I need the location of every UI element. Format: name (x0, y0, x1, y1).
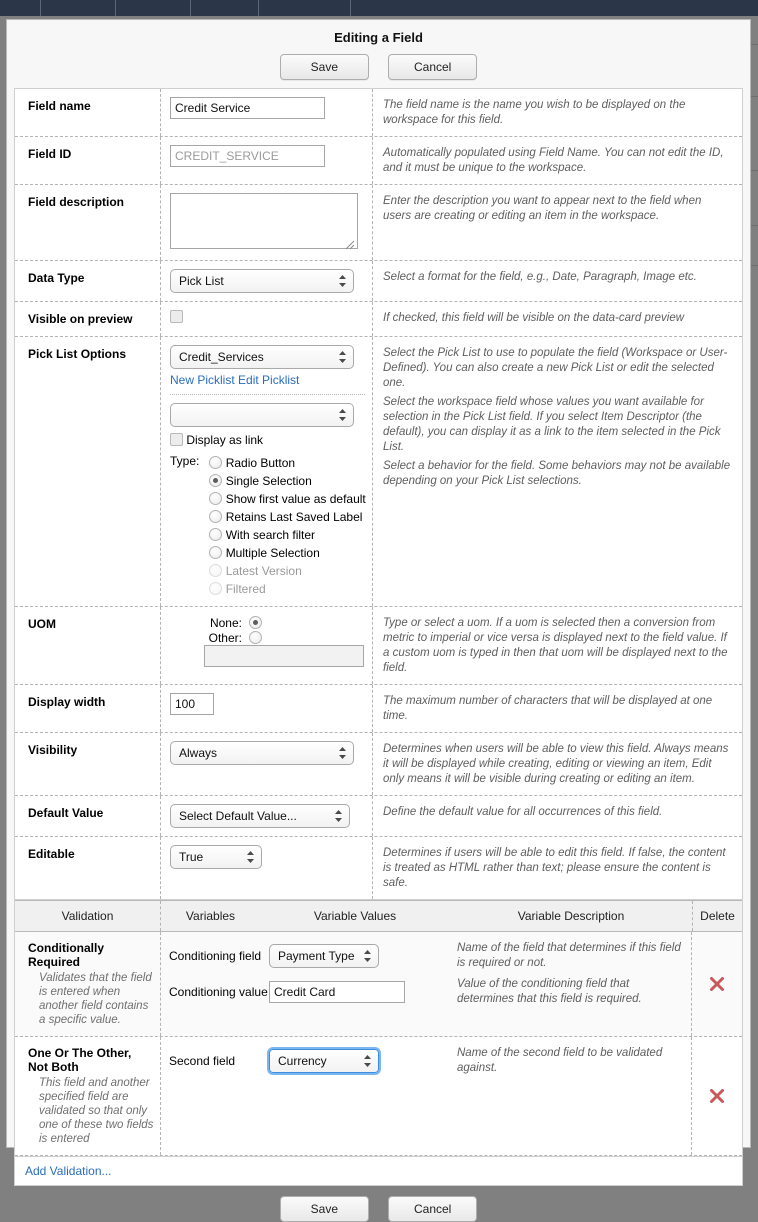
row-editable (15, 837, 742, 899)
field-description-label: Field description (28, 195, 125, 209)
delete-x-icon[interactable] (709, 1088, 725, 1104)
row-uom (15, 607, 742, 685)
row-visibility (15, 733, 742, 796)
display-width-input[interactable] (170, 693, 214, 715)
uom-other-row[interactable] (200, 631, 372, 667)
validation-row-one-or-the-other-not-both (15, 1037, 742, 1156)
chevron-updown-icon (338, 350, 347, 364)
chevron-updown-icon (338, 274, 347, 288)
type-option-latest-version (209, 562, 365, 580)
type-label: Type: (170, 454, 200, 468)
dialog-header (7, 20, 750, 88)
radio-icon[interactable] (209, 474, 222, 487)
radio-icon[interactable] (249, 631, 262, 644)
uom-other-input[interactable] (204, 645, 364, 667)
validation-description: Validates that the field is entered when another field contains a specific value. (39, 972, 152, 1026)
uom-none-label: None: (209, 616, 242, 630)
display-width-label: Display width (28, 695, 106, 709)
picklist-help-1: Select the Pick List to use to populate the field (Workspace or User-Defined). You can also create a new Pick List or edit the selected one. (383, 347, 728, 389)
default-value-control (160, 796, 373, 836)
row-field-description (15, 185, 742, 261)
default-value-label: Default Value (28, 806, 104, 820)
variable-value-control (269, 1049, 449, 1073)
type-option-retains-last-saved-label[interactable] (209, 508, 365, 526)
field-description-control (160, 185, 373, 260)
second-field-value: Currency (278, 1054, 327, 1068)
display-as-link-label: Display as link (186, 433, 264, 447)
visible-on-preview-label: Visible on preview (28, 312, 133, 326)
visibility-value: Always (179, 746, 218, 760)
type-option-show-first-value-as-default[interactable] (209, 490, 365, 508)
display-width-help: The maximum number of characters that will be displayed at one time. (383, 695, 713, 722)
validation-name: Conditionally Required (28, 941, 104, 969)
visibility-control (160, 733, 373, 795)
display-as-link-checkbox[interactable] (170, 433, 183, 446)
field-name-label: Field name (28, 99, 91, 113)
editable-select[interactable] (170, 845, 262, 869)
column-header-variable-values: Variable Values (313, 909, 397, 923)
display-width-control (160, 685, 373, 732)
uom-other-label: Other: (208, 631, 242, 645)
chevron-updown-icon (363, 1054, 372, 1068)
data-type-control (160, 261, 373, 301)
visibility-help: Determines when users will be able to view this field. Always means it will be displayed while creating, editing or viewing an item, Edit only means it will be visible during creating or editing an item. (383, 743, 729, 785)
type-option-single-selection[interactable] (209, 472, 365, 490)
row-default-value (15, 796, 742, 837)
top-navigation-bar[interactable] (0, 0, 758, 16)
validation-variables-cell (160, 932, 692, 1036)
type-option-radio-button[interactable] (209, 454, 365, 472)
descriptor-select[interactable] (170, 403, 354, 427)
type-option-label: Multiple Selection (225, 546, 320, 560)
variable-key: Conditioning value (169, 985, 268, 999)
variable-description: Value of the conditioning field that determines that this field is required. (457, 978, 642, 1005)
picklist-help-2: Select the workspace field whose values you want available for selection in the Pick List field. If you select Item Descriptor (the default), you can display it as a link to the item selected in the Pick List. (383, 396, 721, 453)
save-button-bottom[interactable]: Save (280, 1196, 369, 1222)
row-pick-list-options (15, 337, 742, 607)
edit-picklist-link[interactable]: Edit Picklist (238, 373, 300, 387)
variable-value-control (269, 944, 449, 968)
validation-delete-cell (692, 932, 742, 1036)
type-option-label: Filtered (225, 582, 266, 596)
dialog-header-actions (7, 54, 750, 80)
editable-value: True (179, 850, 204, 864)
type-option-label: Radio Button (225, 456, 296, 470)
field-name-input[interactable] (170, 97, 325, 119)
chevron-updown-icon (338, 746, 347, 760)
variable-description: Name of the second field to be validated against. (457, 1047, 663, 1074)
validation-description: This field and another specified field are validated so that only one of these two fields is entered (39, 1077, 154, 1145)
add-validation-row (15, 1156, 742, 1185)
uom-control (160, 607, 373, 684)
type-option-list (209, 454, 365, 598)
picklist-select[interactable] (170, 345, 354, 369)
variable-value-control (269, 981, 449, 1003)
validation-name-cell (15, 932, 160, 1036)
visible-on-preview-help: If checked, this field will be visible on the data-card preview (383, 312, 685, 324)
pick-list-options-control (160, 337, 373, 606)
radio-icon[interactable] (209, 510, 222, 523)
uom-help: Type or select a uom. If a uom is selected then a conversion from metric to imperial or vice versa is displayed next to the field value. If a custom uom is typed in then that uom will be displayed next to the field. (383, 617, 728, 674)
add-validation-link[interactable]: Add Validation... (25, 1164, 112, 1178)
chevron-updown-icon (334, 809, 343, 823)
type-option-label: With search filter (225, 528, 316, 542)
visible-on-preview-checkbox[interactable] (170, 310, 183, 323)
nav-separator (40, 0, 41, 16)
field-id-input (170, 145, 325, 167)
type-option-label: Single Selection (225, 474, 312, 488)
chevron-updown-icon (338, 408, 347, 422)
visibility-select[interactable] (170, 741, 354, 765)
nav-separator (258, 0, 259, 16)
field-name-help: The field name is the name you wish to be displayed on the workspace for this field. (383, 99, 686, 126)
new-picklist-link[interactable]: New Picklist (170, 373, 235, 387)
picklist-help-3: Select a behavior for the field. Some behaviors may not be available depending on your Pick List selections. (383, 460, 731, 487)
radio-icon (209, 564, 222, 577)
second-field-select[interactable] (269, 1049, 379, 1073)
column-header-validation: Validation (61, 909, 114, 923)
save-button-top[interactable]: Save (280, 54, 369, 80)
column-header-delete: Delete (692, 901, 742, 931)
column-header-variable-description: Variable Description (517, 909, 625, 923)
conditioning-field-select[interactable] (269, 944, 379, 968)
dialog-title: Editing a Field (334, 30, 423, 45)
field-description-textarea[interactable] (170, 193, 358, 249)
conditioning-value-input[interactable] (269, 981, 405, 1003)
variable-row (161, 974, 691, 1010)
field-description-help: Enter the description you want to appear next to the field when users are creating or editing an item in the workspace. (383, 195, 702, 222)
field-name-control (160, 89, 373, 136)
validation-name: One Or The Other, Not Both (28, 1046, 132, 1074)
type-option-with-search-filter[interactable] (209, 526, 365, 544)
validation-delete-cell (692, 1037, 742, 1155)
editing-field-dialog (6, 19, 751, 1216)
variable-description: Name of the field that determines if this field is required or not. (457, 942, 681, 969)
chevron-updown-icon (246, 850, 255, 864)
data-type-help: Select a format for the field, e.g., Date, Paragraph, Image etc. (383, 271, 697, 283)
field-id-help: Automatically populated using Field Name. You can not edit the ID, and it must be unique to the workspace. (383, 147, 724, 174)
row-display-width (15, 685, 742, 733)
uom-label: UOM (28, 617, 56, 631)
pick-list-options-help (373, 337, 742, 606)
field-id-control (160, 137, 373, 184)
data-type-value: Pick List (179, 274, 224, 288)
delete-x-icon[interactable] (709, 976, 725, 992)
radio-icon[interactable] (209, 546, 222, 559)
radio-icon[interactable] (209, 456, 222, 469)
variable-key: Second field (169, 1054, 236, 1068)
editable-control (160, 837, 373, 899)
default-value-value: Select Default Value... (179, 809, 297, 823)
variable-row (161, 1043, 691, 1079)
conditioning-field-value: Payment Type (278, 949, 355, 963)
type-option-label: Latest Version (225, 564, 302, 578)
variable-key: Conditioning field (169, 949, 262, 963)
pick-list-options-label: Pick List Options (28, 347, 127, 361)
type-options-group (170, 454, 372, 598)
data-type-select[interactable] (170, 269, 354, 293)
validation-name-cell (15, 1037, 160, 1155)
field-properties-table (14, 88, 743, 900)
default-value-select[interactable] (170, 804, 350, 828)
column-header-variables: Variables (160, 901, 260, 931)
row-field-name (15, 89, 742, 137)
cancel-button-bottom[interactable]: Cancel (388, 1196, 477, 1222)
type-option-filtered (209, 580, 365, 598)
editable-help: Determines if users will be able to edit this field. If false, the content is treated as HTML rather than text; please ensure the content is safe. (383, 847, 726, 889)
validation-table (14, 900, 743, 1186)
radio-icon[interactable] (209, 528, 222, 541)
picklist-divider (170, 394, 365, 395)
dialog-footer-actions (7, 1186, 750, 1222)
data-type-label: Data Type (28, 271, 85, 285)
editable-label: Editable (28, 847, 75, 861)
row-field-id (15, 137, 742, 185)
type-option-label: Retains Last Saved Label (225, 510, 363, 524)
uom-none-row[interactable] (200, 616, 372, 630)
field-id-label: Field ID (28, 147, 72, 161)
nav-separator (350, 0, 351, 16)
validation-table-header (15, 900, 742, 932)
radio-icon[interactable] (249, 616, 262, 629)
radio-icon[interactable] (209, 492, 222, 505)
visibility-label: Visibility (28, 743, 78, 757)
validation-variables-cell (160, 1037, 692, 1155)
picklist-value: Credit_Services (179, 350, 264, 364)
row-visible-on-preview (15, 302, 742, 337)
row-data-type (15, 261, 742, 302)
nav-separator (190, 0, 191, 16)
type-option-label: Show first value as default (225, 492, 366, 506)
variable-row (161, 938, 691, 974)
radio-icon (209, 582, 222, 595)
nav-separator (115, 0, 116, 16)
validation-row-conditionally-required (15, 932, 742, 1037)
visible-on-preview-control (160, 302, 373, 336)
type-option-multiple-selection[interactable] (209, 544, 365, 562)
default-value-help: Define the default value for all occurrences of this field. (383, 806, 663, 818)
cancel-button-top[interactable]: Cancel (388, 54, 477, 80)
chevron-updown-icon (363, 949, 372, 963)
